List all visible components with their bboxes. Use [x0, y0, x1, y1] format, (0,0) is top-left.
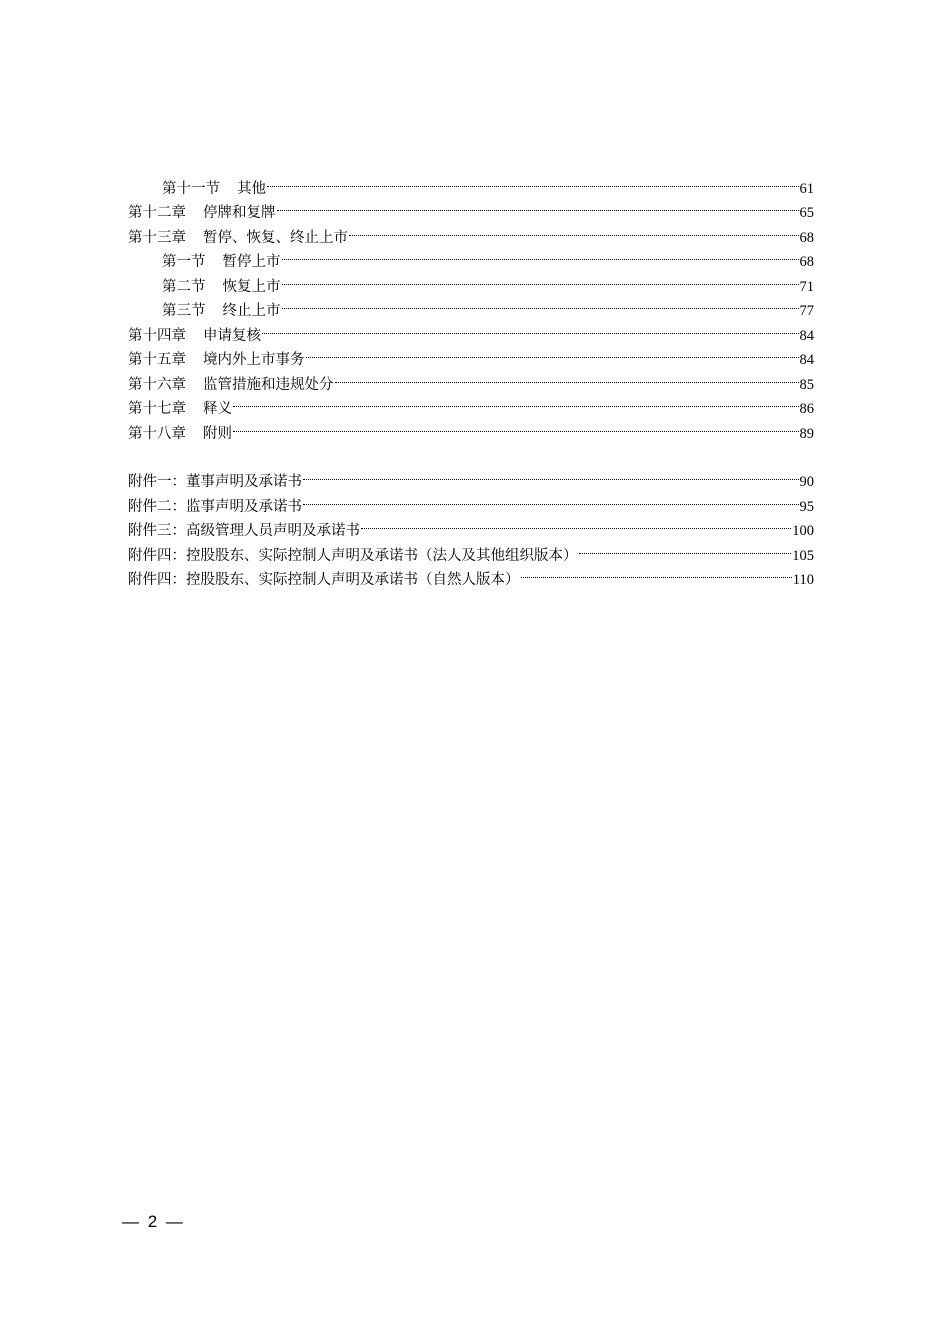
toc-dot-leader — [303, 486, 799, 511]
toc-entry-number: 第十二章 — [128, 205, 186, 221]
toc-entry-number: 第十五章 — [128, 352, 186, 368]
toc-appendix-entry[interactable] — [128, 462, 814, 490]
toc-appendix-page: 100 — [792, 523, 814, 539]
toc-entry[interactable] — [128, 193, 814, 221]
toc-appendix-page: 110 — [792, 572, 814, 588]
toc-dot-leader — [282, 242, 799, 267]
toc-appendix-section — [128, 462, 814, 588]
toc-entry-title: 暂停上市 — [222, 254, 281, 270]
toc-entry-page: 84 — [799, 352, 814, 368]
toc-entry-number: 第十一节 — [162, 180, 220, 197]
toc-entry-number: 第三节 — [162, 303, 206, 319]
toc-entry-title: 监管措施和违规处分 — [203, 376, 334, 393]
toc-entry-title: 终止上市 — [222, 303, 281, 319]
toc-main-section — [128, 168, 814, 442]
toc-appendix-label: 附件二：监事声明及承诺书 — [128, 498, 302, 515]
toc-entry-number: 第十三章 — [128, 229, 186, 246]
table-of-contents — [128, 168, 814, 588]
toc-entry-title: 申请复核 — [203, 327, 261, 344]
toc-entry-title: 停牌和复牌 — [203, 205, 276, 221]
toc-dot-leader — [521, 560, 792, 585]
toc-dot-leader — [262, 315, 799, 340]
toc-entry-title: 暂停、恢复、终止上市 — [203, 229, 348, 246]
toc-appendix-page: 95 — [799, 498, 814, 515]
toc-dot-leader — [282, 266, 799, 291]
toc-entry-page: 71 — [799, 278, 814, 295]
toc-dot-leader — [282, 291, 799, 316]
toc-entry-title: 其他 — [237, 180, 266, 197]
toc-dot-leader — [303, 462, 799, 487]
toc-entry-page: 68 — [799, 254, 814, 270]
toc-entry-number: 第一节 — [162, 254, 206, 270]
toc-dot-leader — [306, 340, 799, 365]
toc-appendix-label: 附件一：董事声明及承诺书 — [128, 474, 302, 490]
toc-dot-leader — [579, 535, 792, 560]
toc-entry-number: 第二节 — [162, 278, 206, 295]
toc-dot-leader — [267, 168, 799, 193]
toc-dot-leader — [233, 413, 799, 438]
toc-entry-page: 61 — [799, 180, 814, 197]
toc-entry-page: 77 — [799, 303, 814, 319]
toc-entry-title: 恢复上市 — [222, 278, 281, 295]
toc-appendix-label: 附件三：高级管理人员声明及承诺书 — [128, 523, 360, 539]
toc-dot-leader — [277, 193, 799, 218]
toc-entry-title: 境内外上市事务 — [203, 352, 305, 368]
toc-entry-page: 85 — [799, 376, 814, 393]
toc-dot-leader — [335, 364, 799, 389]
toc-entry-number: 第十七章 — [128, 401, 186, 417]
toc-entry-number: 第十六章 — [128, 376, 186, 393]
toc-entry-number: 第十四章 — [128, 327, 186, 344]
toc-appendix-page: 90 — [799, 474, 814, 490]
toc-entry-page: 84 — [799, 327, 814, 344]
toc-entry-page: 68 — [799, 229, 814, 246]
toc-entry-page: 65 — [799, 205, 814, 221]
toc-appendix-label: 附件四：控股股东、实际控制人声明及承诺书（自然人版本） — [128, 572, 520, 588]
toc-entry-title: 附则 — [203, 425, 232, 442]
toc-dot-leader — [349, 217, 799, 242]
toc-entry-page: 89 — [799, 425, 814, 442]
page-number-footer: — 2 — — [122, 1212, 185, 1231]
toc-entry-title: 释义 — [203, 401, 232, 417]
toc-appendix-page: 105 — [792, 547, 814, 564]
toc-entry-page: 86 — [799, 401, 814, 417]
toc-appendix-label: 附件四：控股股东、实际控制人声明及承诺书（法人及其他组织版本） — [128, 547, 578, 564]
toc-dot-leader — [361, 511, 791, 536]
toc-entry-number: 第十八章 — [128, 425, 186, 442]
toc-entry[interactable] — [128, 168, 814, 197]
toc-dot-leader — [233, 389, 799, 414]
